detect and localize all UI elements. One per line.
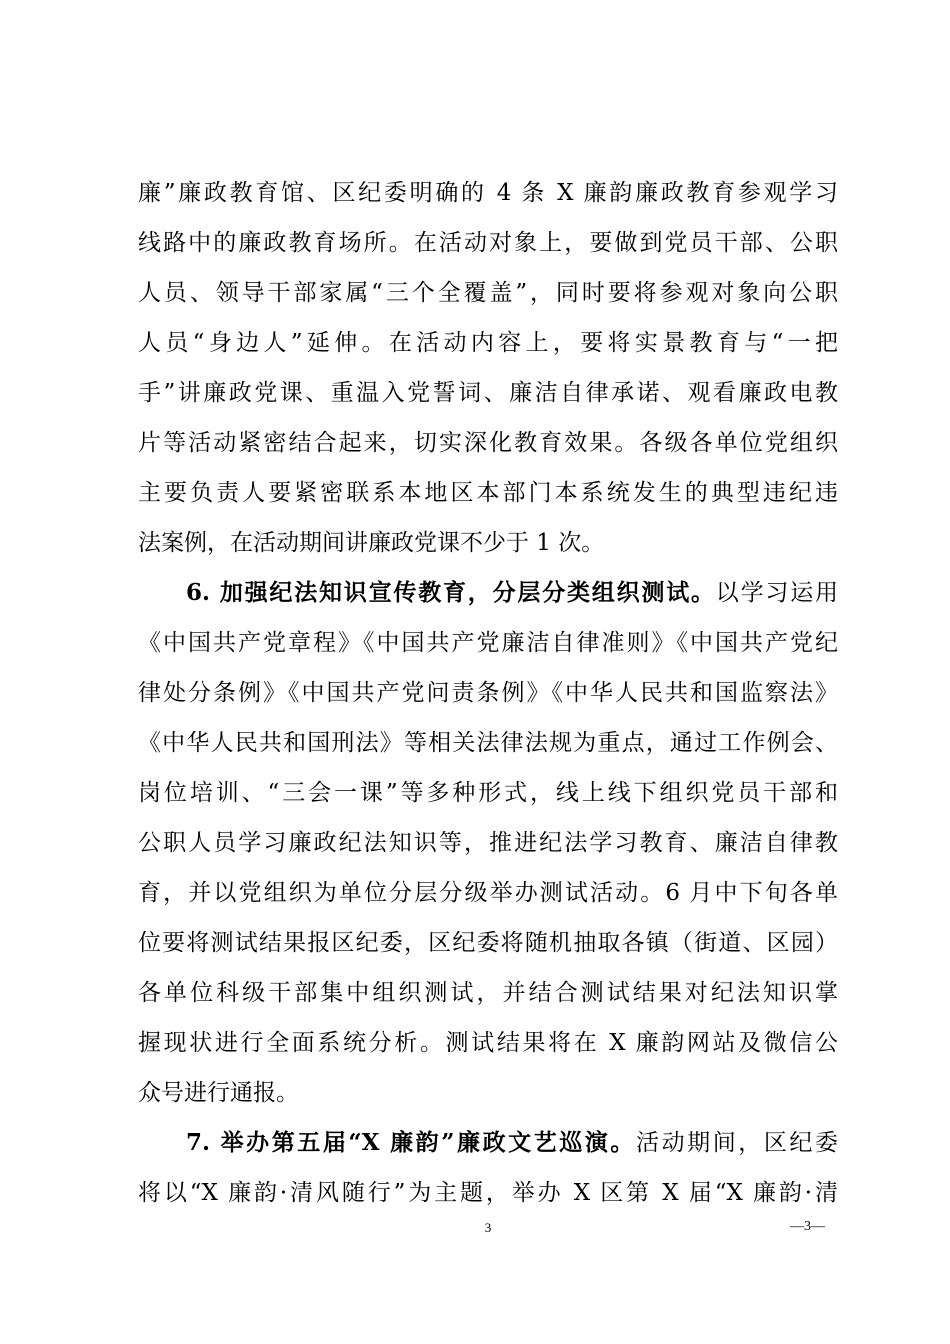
body-line: 人员、领导干部家属“三个全覆盖”，同时要将参观对象向公职 bbox=[138, 280, 838, 306]
section7-first-tail: 活动期间，区纪委 bbox=[636, 1130, 838, 1156]
section6-line: 育，并以党组织为单位分层分级举办测试活动。6 月中下旬各单 bbox=[138, 880, 838, 906]
section7-heading: 7. 举办第五届“X 廉韵”廉政文艺巡演。 bbox=[186, 1129, 637, 1156]
body-line: 人员“身边人”延伸。在活动内容上，要将实景教育与“一把 bbox=[138, 330, 838, 356]
section6-line: 各单位科级干部集中组织测试，并结合测试结果对纪法知识掌 bbox=[138, 980, 838, 1006]
section7-line: 将以“X 廉韵·清风随行”为主题，举办 X 区第 X 届“X 廉韵·清 bbox=[138, 1180, 838, 1206]
section6-line: 位要将测试结果报区纪委，区纪委将随机抽取各镇（街道、区园） bbox=[138, 930, 838, 956]
body-line: 手”讲廉政党课、重温入党誓词、廉洁自律承诺、观看廉政电教 bbox=[138, 380, 838, 406]
page-marker: —3— bbox=[790, 1219, 825, 1234]
body-line: 片等活动紧密结合起来，切实深化教育效果。各级各单位党组织 bbox=[138, 430, 838, 456]
section6-line: 众号进行通报。 bbox=[138, 1080, 299, 1106]
section6-line: 《中华人民共和国刑法》等相关法律法规为重点，通过工作例会、 bbox=[138, 730, 838, 756]
section6-heading: 6. 加强纪法知识宣传教育，分层分类组织测试。 bbox=[186, 579, 716, 606]
body-line: 线路中的廉政教育场所。在活动对象上，要做到党员干部、公职 bbox=[138, 230, 838, 256]
section6-first-tail: 以学习运用 bbox=[715, 580, 838, 606]
section7-first-line bbox=[186, 1128, 838, 1158]
section6-line: 《中国共产党章程》《中国共产党廉洁自律准则》《中国共产党纪 bbox=[138, 630, 838, 656]
section6-line: 岗位培训、“三会一课”等多种形式，线上线下组织党员干部和 bbox=[138, 780, 838, 806]
body-line: 廉”廉政教育馆、区纪委明确的 4 条 X 廉韵廉政教育参观学习 bbox=[138, 180, 838, 206]
page-number: 3 bbox=[484, 1220, 492, 1235]
section6-line: 握现状进行全面系统分析。测试结果将在 X 廉韵网站及微信公 bbox=[138, 1030, 838, 1056]
section6-first-line bbox=[186, 578, 838, 608]
section6-line: 律处分条例》《中国共产党问责条例》《中华人民共和国监察法》 bbox=[138, 680, 838, 706]
body-line: 主要负责人要紧密联系本地区本部门本系统发生的典型违纪违 bbox=[138, 480, 838, 506]
section6-line: 公职人员学习廉政纪法知识等，推进纪法学习教育、廉洁自律教 bbox=[138, 830, 838, 856]
body-line: 法案例，在活动期间讲廉政党课不少于 1 次。 bbox=[138, 530, 605, 556]
